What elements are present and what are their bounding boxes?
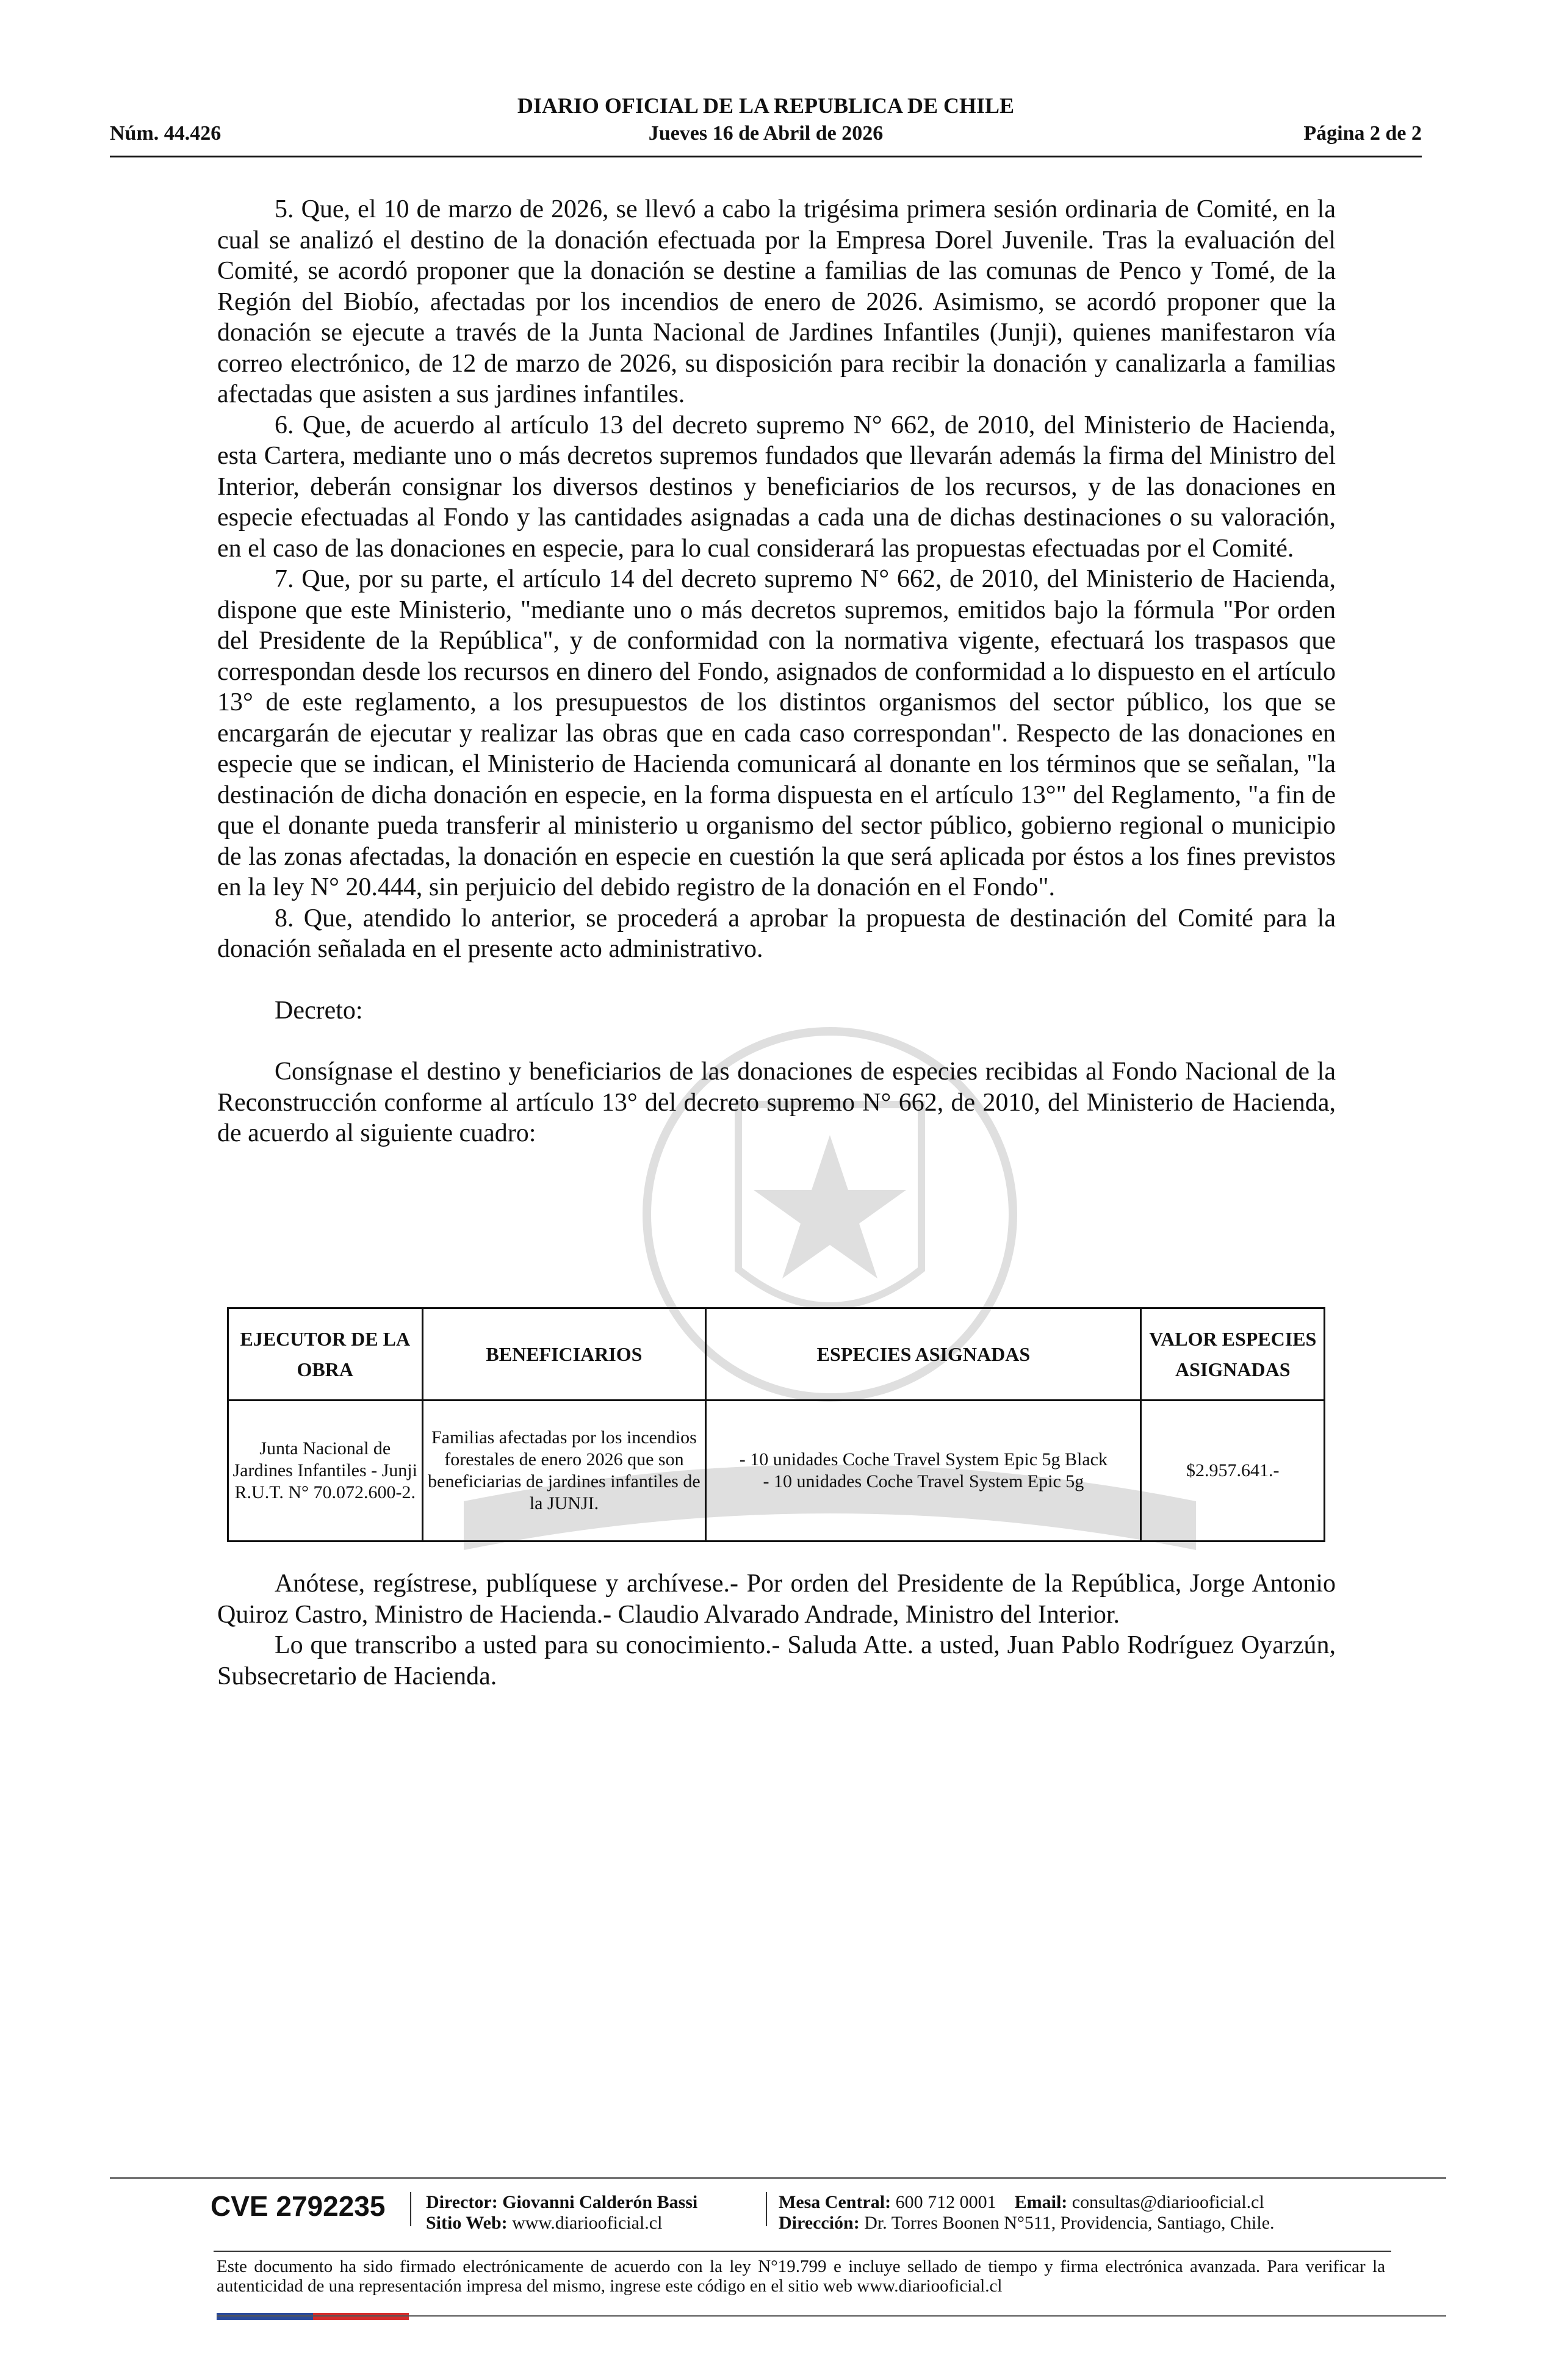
cell-valor: $2.957.641.- xyxy=(1141,1401,1325,1542)
email-link[interactable]: consultas@diariooficial.cl xyxy=(1072,2192,1264,2212)
paragraph-6: 6. Que, de acuerdo al artículo 13 del decreto supremo N° 662, de 2010, del Ministerio de Hacienda, esta Cartera, mediante uno o más decretos supremos fundados que llevarán además la firma del Ministro del Interior, deberán consignar los diversos destinos y beneficiarios de los recursos, y de las donaciones en especie efectuadas al Fondo y las cantidades asignadas a cada una de dichas destinaciones o su valoración, en el caso de las donaciones en especie, para lo cual considerará las propuestas efectuadas por el Comité. xyxy=(217,411,1336,563)
issue-number: Núm. 44.426 xyxy=(110,122,222,145)
director-name: Giovanni Calderón Bassi xyxy=(502,2192,698,2212)
table-header-row xyxy=(228,1308,1325,1401)
footer-contact-block xyxy=(779,2192,1275,2234)
footer-director-block xyxy=(426,2192,697,2234)
header-beneficiarios: BENEFICIARIOS xyxy=(422,1308,706,1401)
spacer xyxy=(217,1026,1336,1056)
footer-legal-note: Este documento ha sido firmado electrónicamente de acuerdo con la ley N°19.799 e incluye sellado de tiempo y firma electrónica avanzada. Para verificar la autenticidad de una representación impresa del mismo, ingrese este código en el sitio web www.diariooficial.cl xyxy=(217,2257,1385,2296)
mesa-label: Mesa Central: xyxy=(779,2192,891,2212)
donations-table xyxy=(227,1307,1325,1542)
paragraph-5: 5. Que, el 10 de marzo de 2026, se llevó a cabo la trigésima primera sesión ordinaria de Comité, en la cual se analizó el destino de la donación efectuada por la Empresa Dorel Juvenile. Tras la evaluación del Comité, se acordó proponer que la donación se destine a familias de las comunas de Penco y Tomé, de la Región del Biobío, afectadas por los incendios de enero de 2026. Asimismo, se acordó proponer que la donación se ejecute a través de la Junta Nacional de Jardines Infantiles (Junji), quienes manifestaron vía correo electrónico, de 12 de marzo de 2026, su disposición para recibir la donación y canalizarla a familias afectadas que asisten a sus jardines infantiles. xyxy=(217,195,1336,408)
cell-ejecutor: Junta Nacional de Jardines Infantiles - Junji R.U.T. N° 70.072.600-2. xyxy=(228,1401,423,1542)
page-indicator: Página 2 de 2 xyxy=(1303,122,1422,145)
decreto-text: Consígnase el destino y beneficiarios de las donaciones de especies recibidas al Fondo Nacional de la Reconstrucción conforme al artículo 13° del decreto supremo N° 662, de 2010, del Ministerio de Hacienda, de acuerdo al siguiente cuadro: xyxy=(217,1058,1336,1147)
header-especies: ESPECIES ASIGNADAS xyxy=(706,1308,1141,1401)
spacer xyxy=(217,965,1336,995)
header-divider xyxy=(110,156,1422,157)
web-label: Sitio Web: xyxy=(426,2213,508,2233)
cve-code: CVE 2792235 xyxy=(211,2190,386,2222)
header-ejecutor: EJECUTOR DE LA OBRA xyxy=(228,1308,423,1401)
email-label: Email: xyxy=(1014,2192,1068,2212)
page-header xyxy=(110,93,1422,160)
flag-stripe xyxy=(217,2313,409,2320)
table-row xyxy=(228,1401,1325,1542)
direccion-value: Dr. Torres Boonen N°511, Providencia, Santiago, Chile. xyxy=(864,2213,1275,2233)
footer-separator xyxy=(766,2192,767,2226)
closing-signatures: Anótese, regístrese, publíquese y archívese.- Por orden del Presidente de la República, Jorge Antonio Quiroz Castro, Ministro de Hacienda.- Claudio Alvarado Andrade, Ministro del Interior. xyxy=(217,1570,1336,1629)
page-footer xyxy=(110,2177,1446,2324)
footer-bottom-rule xyxy=(217,2315,1446,2317)
flag-red-band xyxy=(313,2313,409,2320)
flag-blue-band xyxy=(217,2313,313,2320)
document-body xyxy=(217,194,1336,1149)
watermark-star xyxy=(754,1135,906,1278)
footer-separator xyxy=(410,2192,411,2226)
decreto-label: Decreto: xyxy=(275,996,363,1025)
cell-especies xyxy=(706,1401,1141,1542)
footer-mid-rule xyxy=(214,2251,1391,2252)
director-label: Director: xyxy=(426,2192,498,2212)
direccion-label: Dirección: xyxy=(779,2213,860,2233)
especie-item-1: - 10 unidades Coche Travel System Epic 5g Black xyxy=(739,1449,1108,1469)
closing-transcription: Lo que transcribo a usted para su conocimiento.- Saluda Atte. a usted, Juan Pablo Rodríguez Oyarzún, Subsecretario de Hacienda. xyxy=(217,1631,1336,1690)
especie-item-2: - 10 unidades Coche Travel System Epic 5g xyxy=(763,1471,1084,1491)
paragraph-8: 8. Que, atendido lo anterior, se procederá a aprobar la propuesta de destinación del Comité para la donación señalada en el presente acto administrativo. xyxy=(217,904,1336,963)
issue-date: Jueves 16 de Abril de 2026 xyxy=(648,122,884,145)
cell-beneficiarios: Familias afectadas por los incendios forestales de enero 2026 que son beneficiarias de jardines infantiles de la JUNJI. xyxy=(422,1401,706,1542)
footer-top-rule xyxy=(110,2177,1446,2179)
mesa-phone: 600 712 0001 xyxy=(895,2192,996,2212)
paragraph-7: 7. Que, por su parte, el artículo 14 del decreto supremo N° 662, de 2010, del Ministerio de Hacienda, dispone que este Ministerio, "mediante uno o más decretos supremos, emitidos bajo la fórmula "Por orden del Presidente de la República", y de conformidad con la normativa vigente, efectuará los traspasos que correspondan desde los recursos en dinero del Fondo, asignados de conformidad a lo dispuesto en el artículo 13° de este reglamento, a los presupuestos de los distintos organismos del sector público, los que se encargarán de ejecutar y realizar las obras que en cada caso correspondan". Respecto de las donaciones en especie que se indican, el Ministerio de Hacienda comunicará al donante en los términos que se señalan, "la destinación de dicha donación en especie, en la forma dispuesta en el artículo 13°" del Reglamento, "a fin de que el donante pueda transferir al ministerio u organismo del sector público, gobierno regional o municipio de las zonas afectadas, la donación en especie en cuestión la que será aplicada por éstos a los fines previstos en la ley N° 20.444, sin perjuicio del debido registro de la donación en el Fondo". xyxy=(217,565,1336,901)
closing-text xyxy=(217,1568,1336,1692)
web-link[interactable]: www.diariooficial.cl xyxy=(512,2213,663,2233)
newspaper-title: DIARIO OFICIAL DE LA REPUBLICA DE CHILE xyxy=(517,93,1015,118)
header-valor: VALOR ESPECIES ASIGNADAS xyxy=(1141,1308,1325,1401)
